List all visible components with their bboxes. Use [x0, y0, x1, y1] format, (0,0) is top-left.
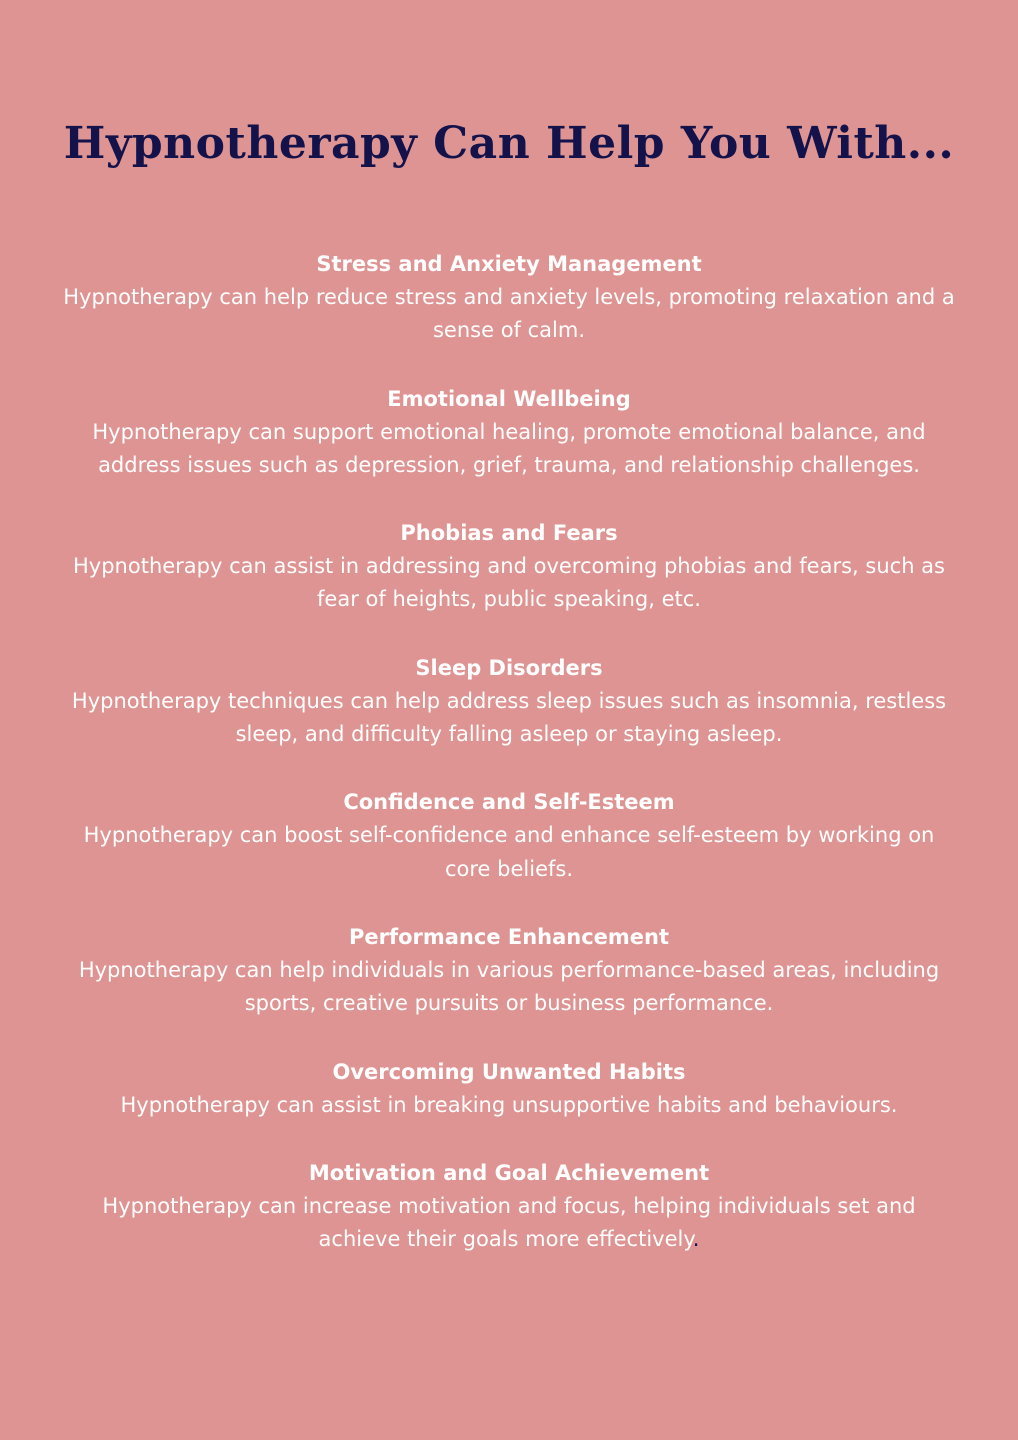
list-item: [60, 652, 958, 752]
item-heading: Phobias and Fears: [400, 521, 618, 546]
item-description: Hypnotherapy can assist in addressing and overcoming phobias and fears, such as fear of heights, public speaking, etc.: [73, 554, 945, 612]
item-heading: Stress and Anxiety Management: [316, 252, 702, 276]
item-description: Hypnotherapy can assist in breaking unsupportive habits and behaviours.: [120, 1092, 898, 1117]
page-title: Hypnotherapy Can Help You With...: [63, 118, 955, 169]
item-description: Hypnotherapy can support emotional healing, promote emotional balance, and address issues such as depression, grief, trauma, and relationship challenges.: [92, 419, 926, 477]
item-description: Hypnotherapy can boost self-confidence and enhance self-esteem by working on core beliefs.: [83, 823, 935, 881]
benefits-list: [60, 248, 958, 1291]
item-heading: Overcoming Unwanted Habits: [332, 1059, 686, 1084]
item-heading: Sleep Disorders: [415, 655, 603, 680]
end-period: .: [692, 1227, 700, 1252]
list-item: [60, 786, 958, 886]
list-item: [60, 517, 958, 617]
item-heading: Motivation and Goal Achievement: [308, 1160, 710, 1185]
list-item: [60, 248, 958, 348]
list-item: [60, 1056, 958, 1122]
item-description: Hypnotherapy can help individuals in various performance-based areas, including sports, creative pursuits or business performance.: [78, 957, 940, 1016]
item-description: Hypnotherapy can help reduce stress and anxiety levels, promoting relaxation and a sense of calm.: [63, 285, 955, 343]
item-heading: Performance Enhancement: [348, 924, 670, 949]
list-item: [60, 383, 958, 483]
list-item: [60, 1157, 958, 1257]
list-item: [60, 921, 958, 1021]
item-description-text: Hypnotherapy can increase motivation and focus, helping individuals set and achieve their goals more effectively: [102, 1193, 916, 1252]
item-heading: Emotional Wellbeing: [387, 386, 631, 411]
item-heading: Confidence and Self-Esteem: [343, 790, 675, 815]
item-description: Hypnotherapy techniques can help address sleep issues such as insomnia, restless sleep, and difficulty falling asleep or staying asleep.: [71, 688, 947, 747]
item-description: [60, 1190, 958, 1257]
